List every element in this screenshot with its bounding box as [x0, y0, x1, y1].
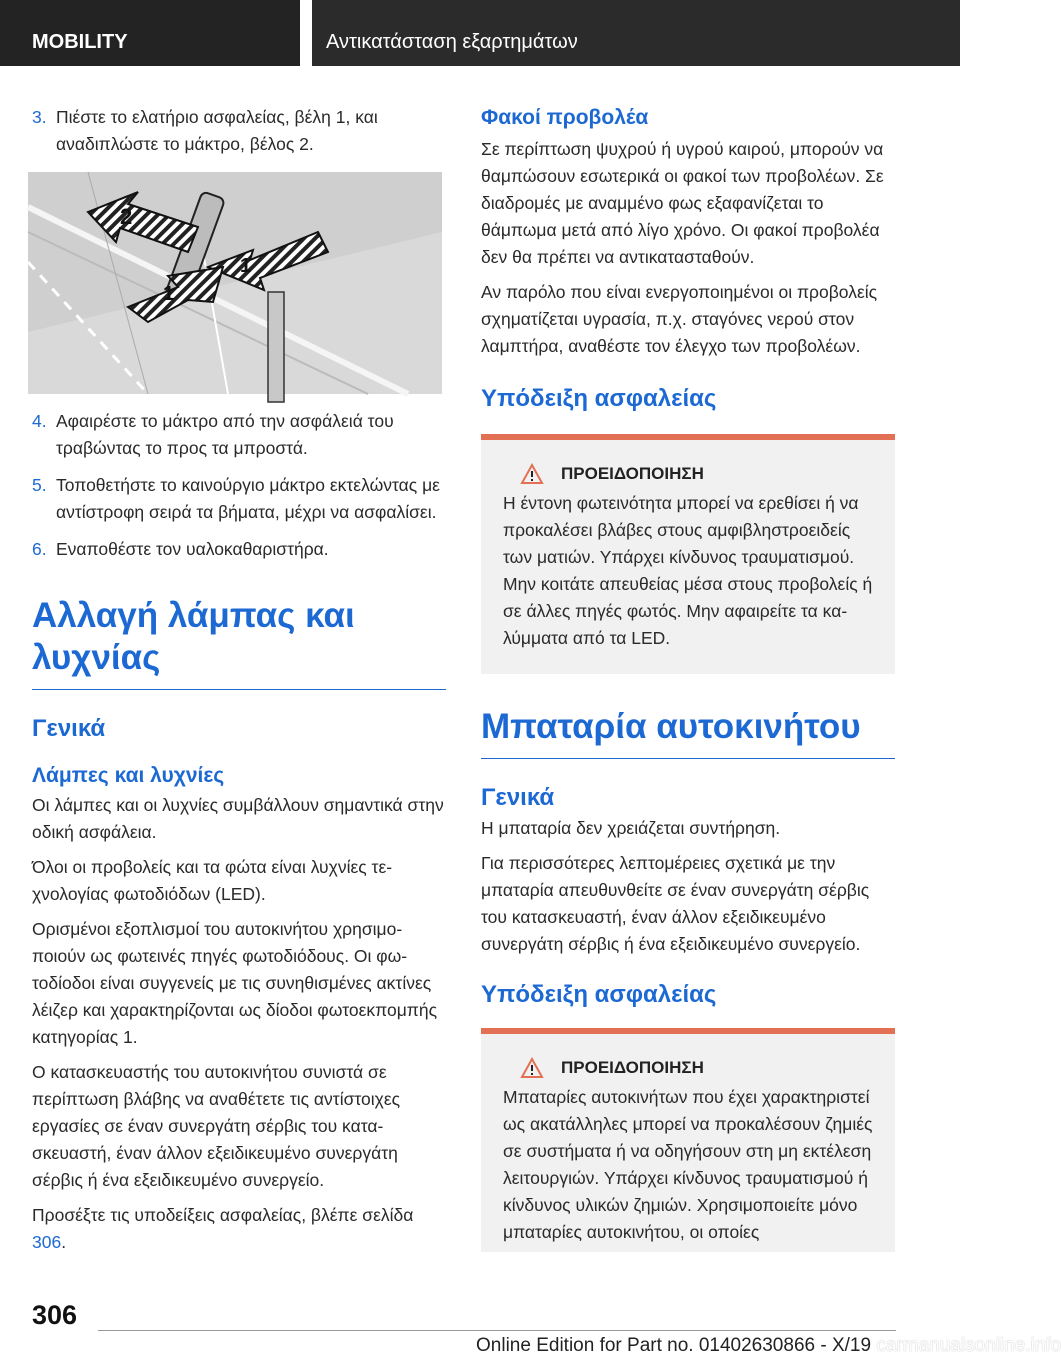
paragraph: Αν παρόλο που είναι ενεργοποιημένοι οι προβολείς σχηματίζεται υγρασία, π.χ. σταγόνες νερού στον λαμπτήρα, αναθέστε τον έλεγχο των προβολέων. [481, 282, 878, 356]
warning-label: ΠΡΟΕΙΔΟΠΟΙΗΣΗ [561, 464, 704, 483]
heading-battery: Μπαταρία αυτοκινήτου [481, 706, 895, 759]
step-text: Αφαιρέστε το μάκτρο από την ασφάλειά του τραβώντας το προς τα μπροστά. [56, 411, 394, 458]
heading-general: Γενικά [32, 715, 106, 742]
paragraph: Ορισμένοι εξοπλισμοί του αυτοκινήτου χρησιμοποιούν ως φωτεινές πηγές φωτοδιόδους. Οι φωτοδίοδοι είναι συγγενείς με τις συνηθισμένες ακτίνες λέιζερ και χαρακτηρίζονται ως δίοδοι φωτοεκπομπής κατηγορίας 1. [32, 919, 438, 1047]
warning-triangle-icon [521, 464, 543, 484]
warning-box [481, 434, 895, 674]
footer-edition [476, 1335, 1061, 1357]
watermark: carmanualsonline.info [876, 1335, 1061, 1356]
heading-safety-note: Υπόδειξη ασφαλείας [481, 385, 717, 412]
warning-title [503, 464, 875, 484]
warning-text: Μπαταρίες αυτοκινήτων που έχει χαρακτηριστεί ως ακατάλληλες μπορεί να προκαλέσουν ζημιές σε συστήματα ή να οδηγήσουν στη μη εκτέλεση λειτουργιών. Υπάρχει κίνδυνος τραυματισμού ή κίνδυνος υλικών ζημιών. Χρησιμοποιείτε μόνο μπαταρίες αυτοκινήτου, οι οποίες [503, 1087, 873, 1242]
warning-text: Η έντονη φωτεινότητα μπορεί να ερεθίσει ή να προκαλέσει βλάβες στους αμφιβληστροειδείς των ματιών. Υπάρχει κίνδυνος τραυματισμού. Μην κοιτάτε απευθείας μέσα στους προβολείς ή σε άλλες πηγές φωτός. Μην αφαιρείτε τα καλύμματα από τα LED. [503, 493, 873, 648]
page-header [0, 0, 960, 66]
heading-headlight-lenses: Φακοί προβολέα [481, 106, 649, 129]
see-page-text: Προσέξτε τις υποδείξεις ασφαλείας, βλέπε σελίδα [32, 1205, 414, 1225]
page-number: 306 [32, 1300, 78, 1330]
wiper-illustration [28, 172, 442, 394]
paragraph: Η μπαταρία δεν χρειάζεται συντήρηση. [481, 818, 781, 838]
heading-safety-note: Υπόδειξη ασφαλείας [481, 981, 717, 1008]
warning-label: ΠΡΟΕΙΔΟΠΟΙΗΣΗ [561, 1058, 704, 1077]
step-3 [32, 104, 446, 158]
chapter-title: Αντικατάσταση εξαρτημάτων [326, 31, 578, 53]
heading-general: Γενικά [481, 784, 555, 811]
section-title: MOBILITY [0, 0, 300, 66]
heading-lamps: Αλλαγή λάμπας και λυχνίας [32, 595, 446, 690]
step-text: Εναποθέστε τον υαλοκαθαριστήρα. [56, 539, 329, 559]
warning-title [503, 1058, 875, 1078]
paragraph: Για περισσότερες λεπτομέρειες σχετικά με την μπαταρία απευθυνθείτε σε έναν συνεργάτη σέρβις του κατασκευαστή, έναν άλλον εξειδικευμένο συνεργάτη σέρβις ή ένα εξειδικευμένο συνεργείο. [481, 853, 870, 954]
paragraph-see-page [32, 1202, 446, 1256]
step-number: 6. [32, 539, 47, 559]
right-column [481, 104, 895, 1252]
step-text: Τοποθετήστε το καινούργιο μάκτρο εκτελώντας με αντίστροφη σειρά τα βήματα, μέχρι να ασφαλίσει. [56, 475, 440, 522]
step-5 [32, 472, 446, 526]
heading-lamps-leds: Λάμπες και λυχνίες [32, 764, 225, 787]
warning-triangle-icon [521, 1058, 543, 1078]
footer-rule [98, 1330, 896, 1331]
step-6 [32, 536, 446, 563]
wiper-drawing [28, 172, 442, 394]
step-4 [32, 408, 446, 462]
step-text: Πιέστε το ελατήριο ασφαλείας, βέλη 1, και αναδιπλώστε το μάκτρο, βέλος 2. [56, 107, 378, 154]
paragraph: Οι λάμπες και οι λυχνίες συμβάλλουν σημαντικά στην οδική ασφάλεια. [32, 795, 444, 842]
left-column [32, 104, 446, 1256]
paragraph: Ο κατασκευαστής του αυτοκινήτου συνιστά σε περίπτωση βλάβης να αναθέτετε τις αντίστοιχες εργασίες σε έναν συνεργάτη σέρβις του κατασκευαστή, έναν άλλον εξειδικευμένο συνεργάτη σέρβις ή ένα εξειδικευμένο συνεργείο. [32, 1062, 401, 1190]
edition-text: Online Edition for Part no. 01402630866 - X/19 [476, 1335, 872, 1356]
step-number: 5. [32, 475, 47, 495]
period: . [61, 1232, 67, 1252]
step-number: 4. [32, 411, 47, 431]
paragraph: Όλοι οι προβολείς και τα φώτα είναι λυχνίες τεχνολογίας φωτοδιόδων (LED). [32, 857, 393, 904]
arrow-label-1a: 1 [240, 255, 252, 277]
step-number: 3. [32, 107, 47, 127]
arrow-label-1b: 1 [163, 283, 175, 305]
arrow-label-2: 2 [120, 204, 133, 229]
warning-box [481, 1028, 895, 1252]
page-link[interactable]: 306 [32, 1232, 62, 1252]
header-separator [300, 0, 312, 66]
paragraph: Σε περίπτωση ψυχρού ή υγρού καιρού, μπορούν να θαμπώσουν εσωτερικά οι φακοί των προβολέων. Σε διαδρομές με αναμμένο φως εξαφανίζεται το θάμπωμα μετά από λίγο χρόνο. Οι φακοί προβολέα δεν θα πρέπει να αντικατασταθούν. [481, 139, 884, 267]
